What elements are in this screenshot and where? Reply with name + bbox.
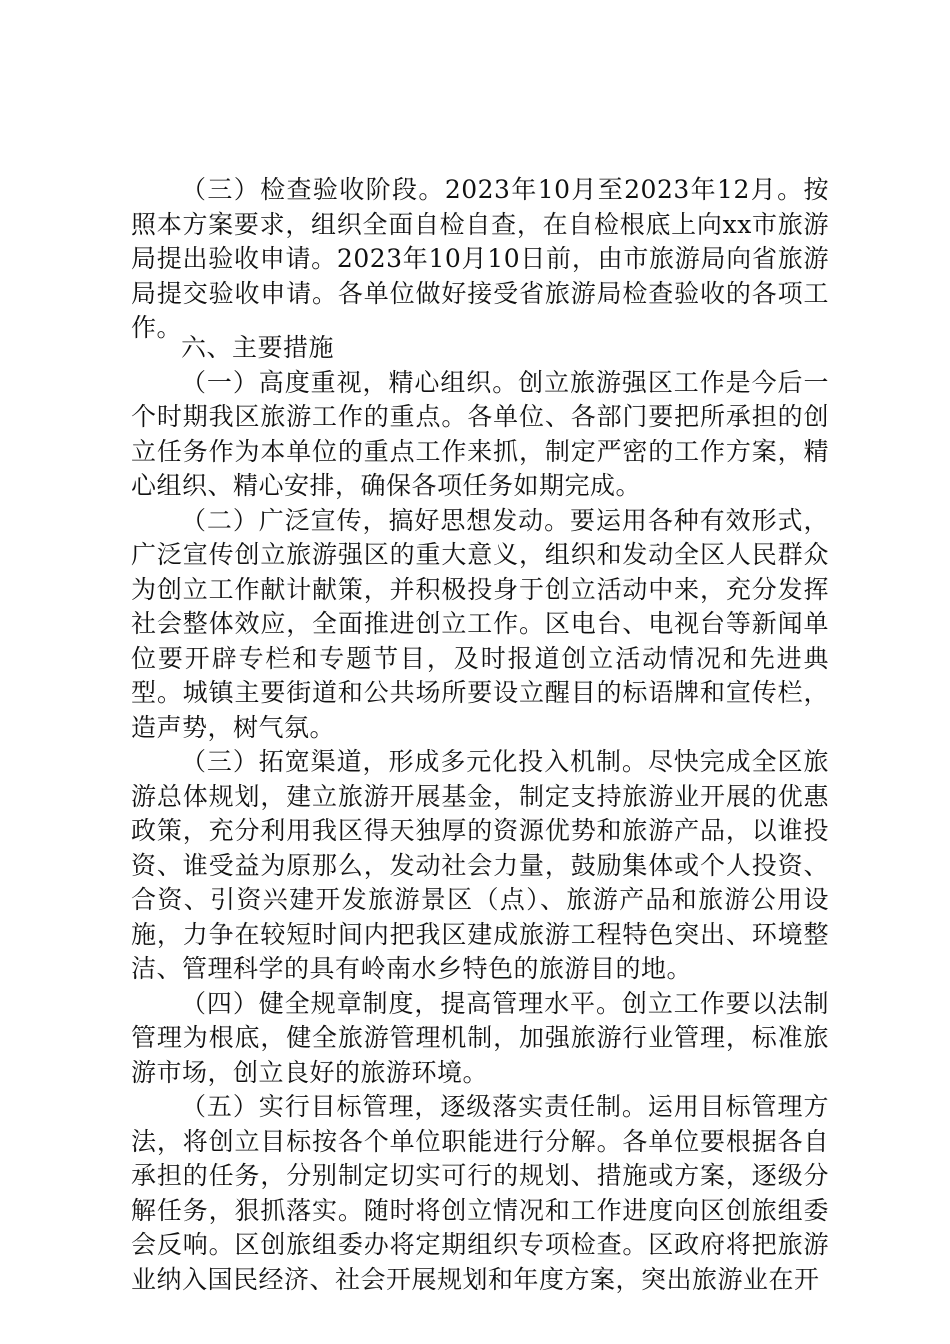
measure-paragraph-3: （三）拓宽渠道，形成多元化投入机制。尽快完成全区旅游总体规划，建立旅游开展基金，制定支持旅游业开展的优惠政策，充分利用我区得天独厚的资源优势和旅游产品，以谁投资、谁受益为原那么，发动社会力量，鼓励集体或个人投资、合资、引资兴建开发旅游景区（点）、旅游产品和旅游公用设施，力争在较短时间内把我区建成旅游工程特色突出、环境整洁、管理科学的具有岭南水乡特色的旅游目的地。 (131, 747, 829, 983)
measure-paragraph-2: （二）广泛宣传，搞好思想发动。要运用各种有效形式，广泛宣传创立旅游强区的重大意义，组织和发动全区人民群众为创立工作献计献策，并积极投身于创立活动中来，充分发挥社会整体效应，全面推进创立工作。区电台、电视台等新闻单位要开辟专栏和专题节目，及时报道创立活动情况和先进典型。城镇主要街道和公共场所要设立醒目的标语牌和宣传栏，造声势，树气氛。 (131, 505, 829, 742)
stage-section (131, 173, 829, 346)
measure-paragraph-1: （一）高度重视，精心组织。创立旅游强区工作是今后一个时期我区旅游工作的重点。各单位、各部门要把所承担的创立任务作为本单位的重点工作来抓，制定严密的工作方案，精心组织、精心安排，确保各项任务如期完成。 (131, 367, 829, 500)
section-heading: 六、主要措施 (181, 333, 335, 362)
paragraph-inspection-stage: （三）检查验收阶段。2023年10月至2023年12月。按照本方案要求，组织全面自检自查，在自检根底上向xx市旅游局提出验收申请。2023年10月10日前，由市旅游局向省旅游局提交验收申请。各单位做好接受省旅游局检查验收的各项工作。 (131, 175, 829, 342)
measures-section (131, 331, 829, 1297)
measure-paragraph-4: （四）健全规章制度，提高管理水平。创立工作要以法制管理为根底，健全旅游管理机制，加强旅游行业管理，标准旅游市场，创立良好的旅游环境。 (131, 988, 829, 1087)
measure-paragraph-5: （五）实行目标管理，逐级落实责任制。运用目标管理方法，将创立目标按各个单位职能进行分解。各单位要根据各自承担的任务，分别制定切实可行的规划、措施或方案，逐级分解任务，狠抓落实。随时将创立情况和工作进度向区创旅组委会反响。区创旅组委办将定期组织专项检查。区政府将把旅游业纳入国民经济、社会开展规划和年度方案，突出旅游业在开 (131, 1092, 829, 1294)
